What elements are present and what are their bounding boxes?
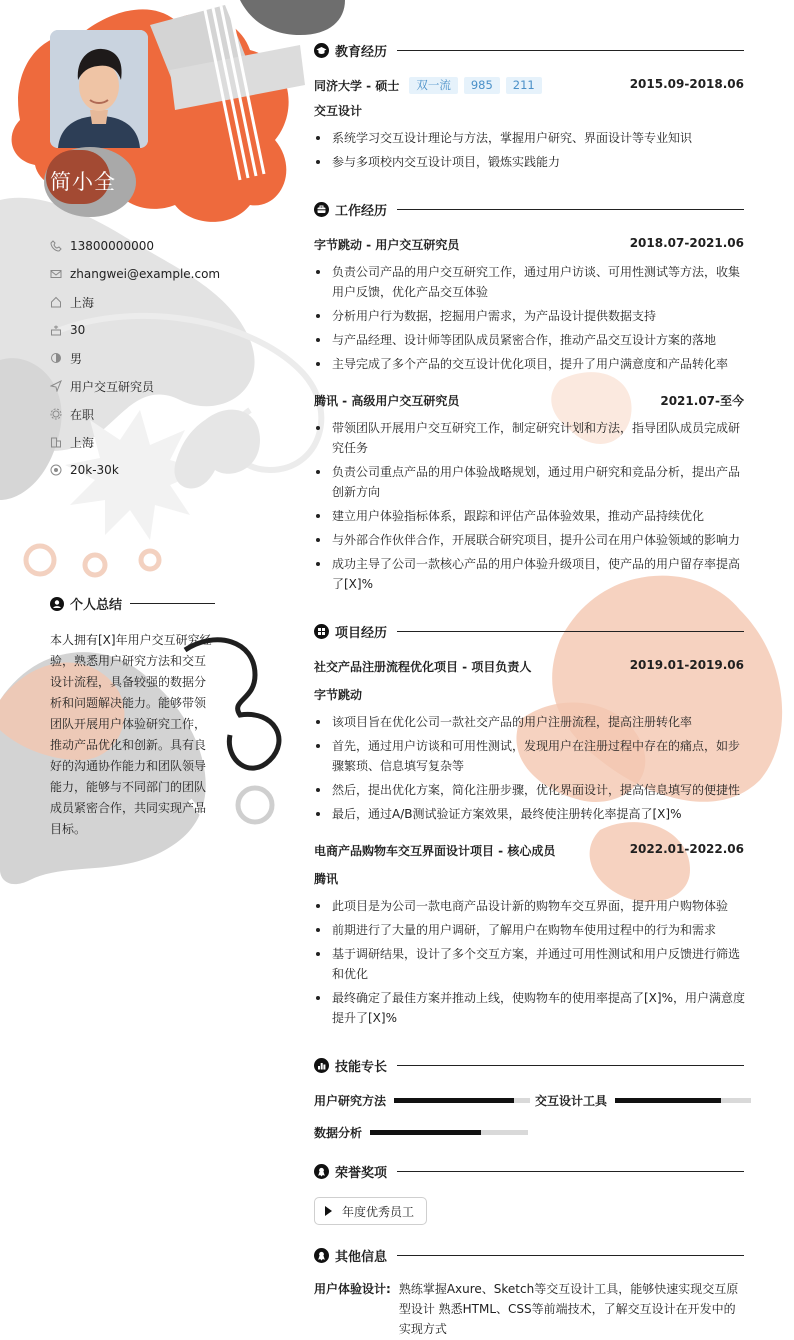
triangle-icon: [325, 1206, 332, 1216]
section-divider: [397, 1065, 744, 1066]
contact-salary: [50, 456, 220, 484]
skills-heading: [314, 1056, 744, 1075]
list-item: 带领团队开展用户交互研究工作，制定研究计划和方法，指导团队成员完成研究任务: [314, 418, 746, 458]
contact-value: 30: [70, 323, 86, 337]
school-tag: 双一流: [409, 77, 458, 94]
city-icon: [50, 436, 62, 448]
section-divider: [397, 631, 744, 632]
job-title: 字节跳动 - 用户交互研究员: [314, 238, 460, 252]
section-divider: [397, 1255, 744, 1256]
skill-bar: [370, 1130, 528, 1135]
skill-item: [535, 1092, 751, 1109]
skill-bar: [615, 1098, 751, 1103]
job-bullets: [314, 262, 746, 378]
list-item: 与产品经理、设计师等团队成员紧密合作，推动产品交互设计方案的落地: [314, 330, 746, 350]
candidate-name: 简小全: [50, 170, 116, 194]
position-icon: [50, 380, 62, 392]
skill-bar-fill: [615, 1098, 721, 1103]
school-name: 同济大学 - 硕士: [314, 79, 400, 93]
section-title: 项目经历: [335, 626, 388, 641]
list-item: 首先，通过用户访谈和可用性测试，发现用户在注册过程中存在的痛点，如步骤繁琐、信息填写复杂等: [314, 736, 746, 776]
contact-value: 用户交互研究员: [70, 379, 155, 394]
skill-name: 交互设计工具: [535, 1094, 608, 1108]
contact-email: [50, 260, 220, 288]
contact-city: [50, 428, 220, 456]
job-title-row: [314, 236, 744, 253]
section-title: 教育经历: [335, 45, 388, 60]
medal-icon: [314, 1248, 329, 1263]
contact-value: 上海: [70, 435, 95, 450]
job-title: 腾讯 - 高级用户交互研究员: [314, 394, 460, 408]
job-title-row: [314, 392, 744, 409]
project-date: 2019.01-2019.06: [629, 658, 744, 672]
medal-icon: [314, 1164, 329, 1179]
list-item: 负责公司产品的用户交互研究工作，通过用户访谈、可用性测试等方法，收集用户反馈，优化产品交互体验: [314, 262, 746, 302]
award-item: [314, 1197, 427, 1225]
skill-bar: [394, 1098, 530, 1103]
job-date: 2018.07-2021.06: [629, 236, 744, 250]
contact-age: [50, 316, 220, 344]
school-tag: 211: [506, 77, 542, 94]
section-title: 技能专长: [335, 1060, 388, 1075]
education-major: 交互设计: [314, 104, 363, 118]
summary-heading: [50, 594, 215, 613]
phone-icon: [50, 240, 62, 252]
school-tag: 985: [464, 77, 500, 94]
contact-gender: [50, 344, 220, 372]
skill-bar-fill: [394, 1098, 514, 1103]
list-item: 参与多项校内交互设计项目，锻炼实践能力: [314, 152, 746, 172]
school-tags: [409, 77, 541, 94]
contact-value: 13800000000: [70, 239, 154, 253]
project-title: 社交产品注册流程优化项目 - 项目负责人: [314, 660, 532, 674]
skill-item: [314, 1124, 528, 1141]
list-item: 分析用户行为数据，挖掘用户需求，为产品设计提供数据支持: [314, 306, 746, 326]
education-bullets: [314, 128, 746, 176]
skill-item: [314, 1092, 530, 1109]
contact-value: 上海: [70, 295, 95, 310]
award-label: 年度优秀员工: [342, 1204, 415, 1219]
section-title: 荣誉奖项: [335, 1166, 388, 1181]
list-item: 然后，提出优化方案，简化注册步骤，优化界面设计，提高信息填写的便捷性: [314, 780, 746, 800]
skill-name: 用户研究方法: [314, 1094, 387, 1108]
bar-chart-icon: [314, 1058, 329, 1073]
other-info-row: [314, 1279, 744, 1339]
section-divider: [397, 50, 744, 51]
work-heading: [314, 200, 744, 219]
summary-text: 本人拥有[X]年用户交互研究经验，熟悉用户研究方法和交互设计流程，具备较强的数据分析和问题解决能力。能够带领团队开展用户体验研究工作，推动产品优化和创新。具有良好的沟通协作能力和团队领导能力，能够与不同部门的团队成员紧密合作，共同实现产品目标。: [50, 633, 212, 836]
projects-heading: [314, 622, 744, 641]
section-title: 工作经历: [335, 204, 388, 219]
list-item: 成功主导了公司一款核心产品的用户体验升级项目，使产品的用户留存率提高了[X]%: [314, 554, 746, 594]
list-item: 基于调研结果，设计了多个交互方案，并通过可用性测试和用户反馈进行筛选和优化: [314, 944, 746, 984]
grid-icon: [314, 624, 329, 639]
contact-value: 20k-30k: [70, 463, 119, 477]
contact-value: 在职: [70, 407, 95, 422]
project-bullets: [314, 896, 746, 1032]
job-bullets: [314, 418, 746, 598]
education-heading: [314, 41, 744, 60]
salary-icon: [50, 464, 62, 476]
contact-list: [50, 232, 220, 484]
project-title: 电商产品购物车交互界面设计项目 - 核心成员: [314, 844, 556, 858]
left-column: [0, 0, 290, 1340]
other-info-value: 熟练掌握Axure、Sketch等交互设计工具，能够快速实现交互原型设计 熟悉HTML、CSS等前端技术，了解交互设计在开发中的实现方式: [398, 1282, 739, 1336]
section-divider: [397, 209, 744, 210]
awards-heading: [314, 1162, 744, 1181]
section-title: 其他信息: [335, 1250, 388, 1265]
list-item: 前期进行了大量的用户调研，了解用户在购物车使用过程中的行为和需求: [314, 920, 746, 940]
status-icon: [50, 408, 62, 420]
list-item: 与外部合作伙伴合作，开展联合研究项目，提升公司在用户体验领域的影响力: [314, 530, 746, 550]
education-title-row: [314, 77, 744, 94]
list-item: 建立用户体验指标体系，跟踪和评估产品体验效果，推动产品持续优化: [314, 506, 746, 526]
section-title: 个人总结: [70, 598, 123, 613]
skill-name: 数据分析: [314, 1126, 363, 1140]
home-icon: [50, 296, 62, 308]
list-item: 主导完成了多个产品的交互设计优化项目，提升了用户满意度和产品转化率: [314, 354, 746, 374]
list-item: 最后，通过A/B测试验证方案效果，最终使注册转化率提高了[X]%: [314, 804, 746, 824]
contact-home: [50, 288, 220, 316]
project-company: 字节跳动: [314, 688, 363, 702]
age-icon: [50, 324, 62, 336]
list-item: 系统学习交互设计理论与方法，掌握用户研究、界面设计等专业知识: [314, 128, 746, 148]
project-company: 腾讯: [314, 872, 339, 886]
project-bullets: [314, 712, 746, 828]
contact-status: [50, 400, 220, 428]
contact-position: [50, 372, 220, 400]
list-item: 最终确定了最佳方案并推动上线，使购物车的使用率提高了[X]%，用户满意度提升了[X]%: [314, 988, 746, 1028]
graduation-cap-icon: [314, 43, 329, 58]
list-item: 该项目旨在优化公司一款社交产品的用户注册流程，提高注册转化率: [314, 712, 746, 732]
list-item: 此项目是为公司一款电商产品设计新的购物车交互界面，提升用户购物体验: [314, 896, 746, 916]
contact-phone: [50, 232, 220, 260]
user-icon: [50, 597, 64, 611]
avatar-photo: [50, 30, 148, 148]
briefcase-icon: [314, 202, 329, 217]
section-divider: [130, 603, 215, 604]
skill-bar-fill: [370, 1130, 481, 1135]
project-title-row: [314, 842, 744, 859]
project-date: 2022.01-2022.06: [629, 842, 744, 856]
right-column: [314, 0, 754, 1340]
job-date: 2021.07-至今: [660, 394, 744, 408]
section-divider: [397, 1171, 744, 1172]
email-icon: [50, 268, 62, 280]
list-item: 负责公司重点产品的用户体验战略规划，通过用户研究和竞品分析，提出产品创新方向: [314, 462, 746, 502]
other-info-label: 用户体验设计:: [314, 1282, 391, 1296]
contact-value: zhangwei@example.com: [70, 267, 221, 281]
contact-value: 男: [70, 351, 83, 366]
other-heading: [314, 1246, 744, 1265]
education-date: 2015.09-2018.06: [629, 77, 744, 91]
gender-icon: [50, 352, 62, 364]
project-title-row: [314, 658, 744, 675]
